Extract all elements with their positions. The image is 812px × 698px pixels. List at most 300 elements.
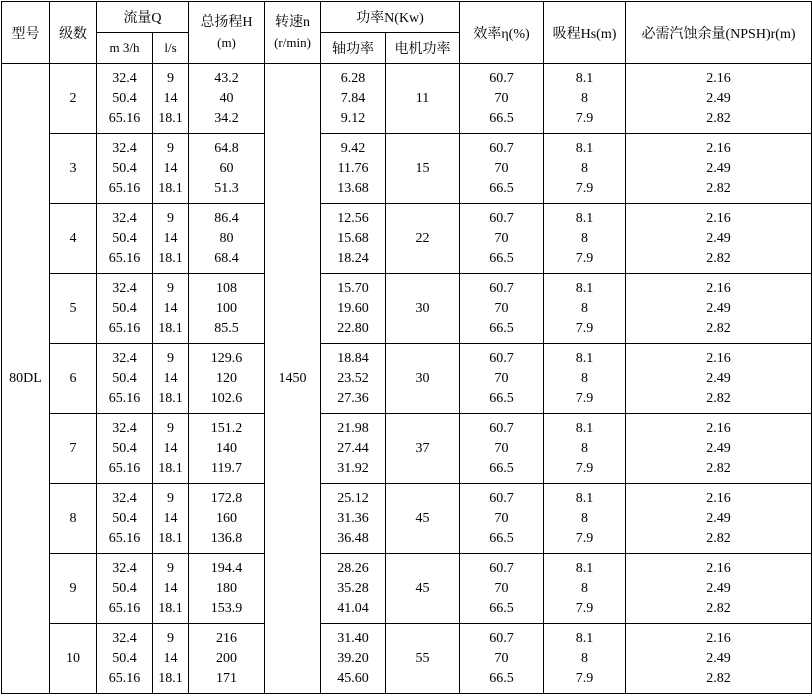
flow-ls-value: 18.1 (158, 250, 183, 266)
npsh-value: 2.82 (706, 110, 731, 126)
efficiency-value: 60.7 (489, 560, 514, 576)
suction-value: 8.1 (575, 560, 594, 576)
shaft-power-cell (321, 64, 386, 134)
flow-ls-value: 14 (163, 230, 178, 246)
suction-cell (544, 134, 626, 204)
flow-ls-cell (153, 484, 189, 554)
efficiency-value: 70 (494, 440, 509, 456)
npsh-value: 2.49 (706, 650, 731, 666)
flow-m3h-value: 32.4 (112, 140, 137, 156)
flow-ls-value: 18.1 (158, 600, 183, 616)
flow-m3h-value: 65.16 (108, 250, 141, 266)
npsh-value: 2.16 (706, 350, 731, 366)
head-cell (189, 204, 265, 274)
flow-m3h-value: 50.4 (112, 160, 137, 176)
header-motor-power: 电机功率 (386, 33, 460, 64)
flow-ls-value: 18.1 (158, 110, 183, 126)
head-value: 85.5 (214, 320, 239, 336)
stage-cell: 4 (50, 204, 97, 274)
header-suction: 吸程Hs(m) (544, 2, 626, 64)
flow-m3h-value: 65.16 (108, 460, 141, 476)
efficiency-value: 66.5 (489, 110, 514, 126)
header-stages: 级数 (50, 2, 97, 64)
npsh-value: 2.82 (706, 600, 731, 616)
suction-cell (544, 554, 626, 624)
flow-ls-value: 9 (167, 140, 174, 156)
suction-cell (544, 624, 626, 694)
head-cell (189, 624, 265, 694)
head-value: 180 (216, 580, 237, 596)
npsh-value: 2.82 (706, 320, 731, 336)
head-value: 43.2 (214, 70, 239, 86)
suction-value: 8.1 (575, 140, 594, 156)
flow-m3h-cell (97, 64, 153, 134)
flow-m3h-value: 32.4 (112, 490, 137, 506)
head-value: 40 (219, 90, 234, 106)
suction-value: 8 (581, 370, 588, 386)
flow-ls-value: 14 (163, 370, 178, 386)
shaft-power-value: 31.40 (337, 630, 369, 646)
efficiency-value: 70 (494, 90, 509, 106)
header-model: 型号 (2, 2, 50, 64)
efficiency-cell (460, 414, 544, 484)
shaft-power-value: 15.70 (337, 280, 369, 296)
table-row (2, 414, 812, 484)
flow-m3h-value: 65.16 (108, 530, 141, 546)
npsh-value: 2.16 (706, 140, 731, 156)
shaft-power-value: 9.12 (340, 110, 366, 126)
npsh-cell (626, 204, 812, 274)
header-speed-label: 转速n (275, 14, 310, 30)
shaft-power-value: 18.84 (337, 350, 369, 366)
speed-cell: 1450 (265, 64, 321, 694)
flow-ls-value: 14 (163, 160, 178, 176)
efficiency-value: 60.7 (489, 280, 514, 296)
efficiency-value: 60.7 (489, 420, 514, 436)
efficiency-value: 60.7 (489, 70, 514, 86)
suction-cell (544, 274, 626, 344)
flow-m3h-cell (97, 134, 153, 204)
npsh-value: 2.49 (706, 90, 731, 106)
stage-cell: 5 (50, 274, 97, 344)
shaft-power-value: 39.20 (337, 650, 369, 666)
head-value: 140 (216, 440, 237, 456)
stage-cell: 3 (50, 134, 97, 204)
efficiency-cell (460, 624, 544, 694)
head-value: 86.4 (214, 210, 239, 226)
head-cell (189, 344, 265, 414)
flow-m3h-value: 65.16 (108, 390, 141, 406)
npsh-cell (626, 134, 812, 204)
shaft-power-value: 41.04 (337, 600, 369, 616)
suction-value: 8 (581, 90, 588, 106)
flow-ls-cell (153, 134, 189, 204)
efficiency-value: 70 (494, 230, 509, 246)
shaft-power-value: 7.84 (340, 90, 366, 106)
flow-ls-value: 14 (163, 580, 178, 596)
head-value: 172.8 (210, 490, 243, 506)
header-shaft-power: 轴功率 (321, 33, 386, 64)
npsh-value: 2.16 (706, 70, 731, 86)
head-value: 120 (216, 370, 237, 386)
motor-power-cell: 30 (386, 274, 460, 344)
table-row (2, 64, 812, 134)
flow-m3h-value: 32.4 (112, 420, 137, 436)
shaft-power-value: 13.68 (337, 180, 369, 196)
suction-value: 8.1 (575, 280, 594, 296)
flow-m3h-value: 50.4 (112, 90, 137, 106)
flow-ls-cell (153, 274, 189, 344)
header-flow-m3h: m 3/h (97, 33, 153, 64)
flow-ls-cell (153, 204, 189, 274)
stage-cell: 8 (50, 484, 97, 554)
shaft-power-value: 35.28 (337, 580, 369, 596)
efficiency-cell (460, 204, 544, 274)
header-npsh: 必需汽蚀余量(NPSH)r(m) (626, 2, 812, 64)
suction-value: 8.1 (575, 70, 594, 86)
shaft-power-value: 18.24 (337, 250, 369, 266)
efficiency-cell (460, 344, 544, 414)
flow-ls-value: 9 (167, 70, 174, 86)
npsh-value: 2.82 (706, 180, 731, 196)
shaft-power-value: 6.28 (340, 70, 366, 86)
header-head (189, 2, 265, 64)
motor-power-cell: 55 (386, 624, 460, 694)
npsh-value: 2.49 (706, 230, 731, 246)
shaft-power-value: 45.60 (337, 670, 369, 686)
pump-spec-table (1, 1, 812, 694)
shaft-power-value: 21.98 (337, 420, 369, 436)
efficiency-value: 66.5 (489, 600, 514, 616)
npsh-value: 2.16 (706, 630, 731, 646)
flow-m3h-value: 65.16 (108, 600, 141, 616)
stage-cell: 10 (50, 624, 97, 694)
suction-value: 8.1 (575, 210, 594, 226)
efficiency-value: 66.5 (489, 530, 514, 546)
table-row (2, 624, 812, 694)
npsh-value: 2.49 (706, 510, 731, 526)
stage-cell: 7 (50, 414, 97, 484)
efficiency-value: 70 (494, 510, 509, 526)
flow-ls-value: 14 (163, 510, 178, 526)
header-flow: 流量Q (97, 2, 189, 33)
efficiency-value: 66.5 (489, 390, 514, 406)
suction-value: 7.9 (575, 320, 594, 336)
flow-m3h-cell (97, 484, 153, 554)
flow-m3h-cell (97, 204, 153, 274)
efficiency-value: 60.7 (489, 490, 514, 506)
suction-value: 7.9 (575, 600, 594, 616)
flow-ls-value: 14 (163, 650, 178, 666)
flow-ls-value: 18.1 (158, 320, 183, 336)
suction-value: 7.9 (575, 390, 594, 406)
head-value: 80 (219, 230, 234, 246)
npsh-cell (626, 414, 812, 484)
shaft-power-value: 27.44 (337, 440, 369, 456)
flow-m3h-value: 32.4 (112, 70, 137, 86)
head-value: 34.2 (214, 110, 239, 126)
shaft-power-value: 31.92 (337, 460, 369, 476)
header-flow-ls: l/s (153, 33, 189, 64)
flow-m3h-cell (97, 624, 153, 694)
flow-m3h-value: 32.4 (112, 350, 137, 366)
motor-power-cell: 22 (386, 204, 460, 274)
suction-cell (544, 414, 626, 484)
flow-m3h-value: 50.4 (112, 230, 137, 246)
head-value: 160 (216, 510, 237, 526)
efficiency-value: 70 (494, 370, 509, 386)
table-row (2, 274, 812, 344)
suction-value: 7.9 (575, 250, 594, 266)
suction-value: 8 (581, 510, 588, 526)
shaft-power-cell (321, 554, 386, 624)
efficiency-value: 70 (494, 650, 509, 666)
flow-ls-value: 18.1 (158, 390, 183, 406)
efficiency-value: 66.5 (489, 180, 514, 196)
efficiency-cell (460, 64, 544, 134)
flow-m3h-value: 65.16 (108, 320, 141, 336)
flow-ls-cell (153, 624, 189, 694)
suction-value: 8.1 (575, 630, 594, 646)
head-value: 100 (216, 300, 237, 316)
table-row (2, 134, 812, 204)
flow-ls-cell (153, 554, 189, 624)
stage-cell: 2 (50, 64, 97, 134)
suction-value: 8 (581, 580, 588, 596)
suction-cell (544, 64, 626, 134)
suction-value: 8 (581, 160, 588, 176)
npsh-cell (626, 274, 812, 344)
header-power: 功率N(Kw) (321, 2, 460, 33)
shaft-power-cell (321, 274, 386, 344)
table-body (2, 64, 812, 694)
head-cell (189, 554, 265, 624)
flow-ls-value: 9 (167, 630, 174, 646)
suction-cell (544, 204, 626, 274)
flow-ls-value: 18.1 (158, 460, 183, 476)
npsh-value: 2.49 (706, 580, 731, 596)
flow-ls-value: 18.1 (158, 180, 183, 196)
motor-power-cell: 37 (386, 414, 460, 484)
efficiency-cell (460, 484, 544, 554)
suction-cell (544, 344, 626, 414)
suction-cell (544, 484, 626, 554)
flow-m3h-value: 50.4 (112, 510, 137, 526)
flow-m3h-value: 65.16 (108, 110, 141, 126)
efficiency-value: 60.7 (489, 210, 514, 226)
flow-ls-value: 9 (167, 490, 174, 506)
npsh-cell (626, 484, 812, 554)
flow-m3h-value: 32.4 (112, 280, 137, 296)
shaft-power-cell (321, 134, 386, 204)
npsh-cell (626, 344, 812, 414)
efficiency-cell (460, 134, 544, 204)
shaft-power-value: 27.36 (337, 390, 369, 406)
suction-value: 8 (581, 650, 588, 666)
flow-ls-value: 9 (167, 350, 174, 366)
efficiency-value: 66.5 (489, 670, 514, 686)
suction-value: 7.9 (575, 180, 594, 196)
npsh-value: 2.16 (706, 210, 731, 226)
suction-value: 8 (581, 230, 588, 246)
flow-ls-value: 18.1 (158, 530, 183, 546)
flow-ls-value: 14 (163, 300, 178, 316)
shaft-power-value: 25.12 (337, 490, 369, 506)
npsh-value: 2.49 (706, 370, 731, 386)
npsh-value: 2.16 (706, 420, 731, 436)
motor-power-cell: 30 (386, 344, 460, 414)
npsh-value: 2.82 (706, 390, 731, 406)
head-value: 119.7 (211, 460, 242, 476)
efficiency-value: 66.5 (489, 460, 514, 476)
efficiency-value: 60.7 (489, 350, 514, 366)
flow-ls-cell (153, 414, 189, 484)
flow-ls-value: 9 (167, 280, 174, 296)
shaft-power-value: 11.76 (337, 160, 369, 176)
head-value: 68.4 (214, 250, 239, 266)
flow-ls-value: 14 (163, 440, 178, 456)
shaft-power-value: 36.48 (337, 530, 369, 546)
header-efficiency: 效率η(%) (460, 2, 544, 64)
head-value: 129.6 (210, 350, 243, 366)
flow-m3h-value: 32.4 (112, 560, 137, 576)
stage-cell: 9 (50, 554, 97, 624)
motor-power-cell: 15 (386, 134, 460, 204)
npsh-value: 2.16 (706, 280, 731, 296)
suction-value: 8.1 (575, 490, 594, 506)
head-value: 151.2 (210, 420, 243, 436)
flow-ls-value: 14 (163, 90, 178, 106)
head-cell (189, 414, 265, 484)
npsh-cell (626, 64, 812, 134)
motor-power-cell: 11 (386, 64, 460, 134)
suction-value: 8 (581, 300, 588, 316)
flow-m3h-value: 50.4 (112, 440, 137, 456)
head-value: 51.3 (214, 180, 239, 196)
shaft-power-cell (321, 484, 386, 554)
table-row (2, 344, 812, 414)
suction-value: 8 (581, 440, 588, 456)
flow-m3h-cell (97, 344, 153, 414)
flow-m3h-cell (97, 274, 153, 344)
head-value: 153.9 (210, 600, 243, 616)
efficiency-value: 70 (494, 160, 509, 176)
flow-ls-value: 9 (167, 560, 174, 576)
head-cell (189, 274, 265, 344)
header-speed-unit: (r/min) (274, 34, 311, 50)
efficiency-value: 70 (494, 580, 509, 596)
npsh-cell (626, 554, 812, 624)
suction-value: 7.9 (575, 460, 594, 476)
flow-m3h-value: 50.4 (112, 370, 137, 386)
motor-power-cell: 45 (386, 484, 460, 554)
header-speed (265, 2, 321, 64)
flow-ls-value: 9 (167, 210, 174, 226)
model-cell: 80DL (2, 64, 50, 694)
flow-m3h-value: 65.16 (108, 180, 141, 196)
header-head-label: 总扬程H (200, 14, 253, 30)
shaft-power-value: 12.56 (337, 210, 369, 226)
table-row (2, 484, 812, 554)
shaft-power-cell (321, 414, 386, 484)
head-value: 216 (216, 630, 237, 646)
npsh-value: 2.49 (706, 440, 731, 456)
shaft-power-value: 31.36 (337, 510, 369, 526)
head-cell (189, 64, 265, 134)
head-value: 64.8 (214, 140, 239, 156)
shaft-power-value: 9.42 (340, 140, 366, 156)
suction-value: 7.9 (575, 110, 594, 126)
efficiency-cell (460, 554, 544, 624)
shaft-power-value: 19.60 (337, 300, 369, 316)
flow-ls-cell (153, 64, 189, 134)
flow-m3h-value: 32.4 (112, 630, 137, 646)
head-cell (189, 134, 265, 204)
head-value: 60 (219, 160, 234, 176)
flow-m3h-value: 50.4 (112, 650, 137, 666)
flow-m3h-cell (97, 414, 153, 484)
flow-m3h-value: 50.4 (112, 580, 137, 596)
suction-value: 7.9 (575, 670, 594, 686)
head-value: 108 (216, 280, 237, 296)
header-head-unit: (m) (217, 34, 236, 50)
npsh-value: 2.82 (706, 670, 731, 686)
shaft-power-value: 28.26 (337, 560, 369, 576)
head-value: 102.6 (210, 390, 243, 406)
shaft-power-value: 15.68 (337, 230, 369, 246)
npsh-value: 2.82 (706, 460, 731, 476)
shaft-power-value: 23.52 (337, 370, 369, 386)
table-row (2, 554, 812, 624)
flow-m3h-value: 50.4 (112, 300, 137, 316)
motor-power-cell: 45 (386, 554, 460, 624)
flow-ls-value: 18.1 (158, 670, 183, 686)
flow-ls-value: 9 (167, 420, 174, 436)
shaft-power-cell (321, 204, 386, 274)
npsh-value: 2.16 (706, 560, 731, 576)
stage-cell: 6 (50, 344, 97, 414)
efficiency-value: 70 (494, 300, 509, 316)
shaft-power-cell (321, 344, 386, 414)
flow-m3h-value: 65.16 (108, 670, 141, 686)
npsh-value: 2.49 (706, 160, 731, 176)
shaft-power-value: 22.80 (337, 320, 369, 336)
shaft-power-cell (321, 624, 386, 694)
header-row-1 (2, 2, 812, 33)
table-row (2, 204, 812, 274)
efficiency-value: 60.7 (489, 140, 514, 156)
efficiency-value: 66.5 (489, 320, 514, 336)
suction-value: 8.1 (575, 420, 594, 436)
efficiency-value: 66.5 (489, 250, 514, 266)
efficiency-value: 60.7 (489, 630, 514, 646)
flow-ls-cell (153, 344, 189, 414)
npsh-value: 2.82 (706, 250, 731, 266)
npsh-value: 2.82 (706, 530, 731, 546)
npsh-cell (626, 624, 812, 694)
suction-value: 7.9 (575, 530, 594, 546)
head-cell (189, 484, 265, 554)
head-value: 136.8 (210, 530, 243, 546)
flow-m3h-value: 32.4 (112, 210, 137, 226)
head-value: 171 (216, 670, 237, 686)
npsh-value: 2.49 (706, 300, 731, 316)
flow-m3h-cell (97, 554, 153, 624)
npsh-value: 2.16 (706, 490, 731, 506)
efficiency-cell (460, 274, 544, 344)
suction-value: 8.1 (575, 350, 594, 366)
head-value: 194.4 (210, 560, 243, 576)
